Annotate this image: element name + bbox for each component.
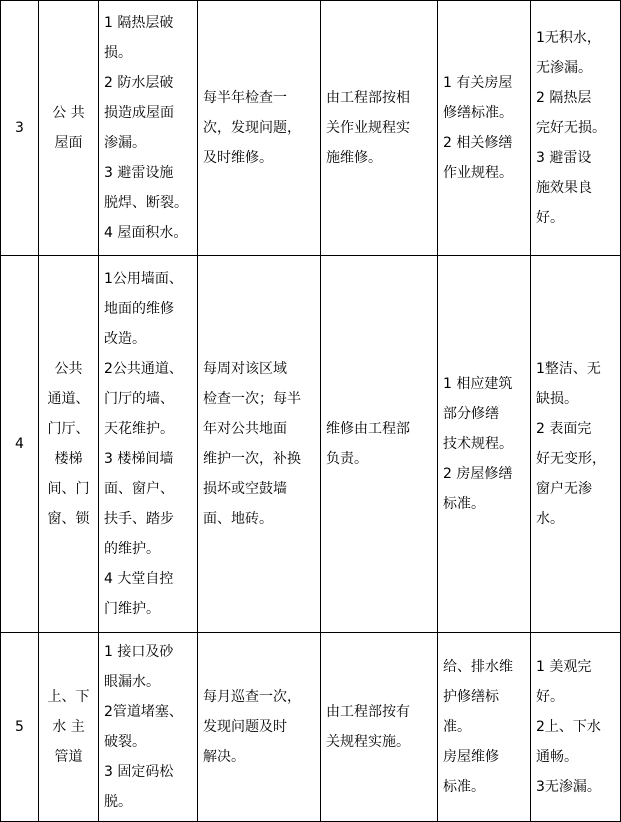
item-cell [39, 1, 99, 256]
cell-text-line: 作业规程。 [443, 165, 513, 181]
cell-text-line: 损坏或空鼓墙 [203, 481, 287, 497]
frequency-cell [198, 633, 321, 822]
cell-text-line: 水。 [536, 511, 564, 527]
effect-cell [531, 633, 621, 822]
cell-text-line: 1 有关房屋 [443, 75, 513, 91]
standard-cell [438, 256, 531, 633]
cell-text-line: 修缮标准。 [443, 105, 513, 121]
cell-text-line: 3 避雷设 [536, 150, 592, 166]
cell-text-line: 通畅。 [536, 749, 578, 765]
cell-text-line: 2 房屋修缮 [443, 466, 513, 482]
cell-text-line: 2 表面完 [536, 421, 592, 437]
cell-text-line: 1 美观完 [536, 659, 592, 675]
cell-text-line: 好无变形， [536, 451, 606, 467]
cell-text-line: 1 隔热层破 [104, 15, 174, 31]
row-number-cell [1, 633, 39, 822]
row-number-cell [1, 256, 39, 633]
responsibility-cell [321, 1, 438, 256]
cell-text-line: 面、地砖。 [203, 511, 273, 527]
cell-text-line: 天花维护。 [104, 421, 174, 437]
cell-text-line: 及时维修。 [203, 150, 273, 166]
cell-text-line: 完好无损。 [536, 120, 606, 136]
cell-text-line: 3无渗漏。 [536, 779, 601, 795]
cell-text-line: 无渗漏。 [536, 60, 592, 76]
cell-text-line: 施效果良 [536, 180, 592, 196]
table-row [1, 633, 621, 822]
standard-cell [438, 1, 531, 256]
cell-text-line: 2上、下水 [536, 719, 601, 735]
cell-text-line: 脱焊、断裂。 [104, 195, 188, 211]
cell-text-line: 1 相应建筑 [443, 376, 513, 392]
cell-text-line: 标准。 [443, 496, 485, 512]
cell-text-line: 门维护。 [104, 601, 160, 617]
item-cell [39, 256, 99, 633]
cell-text-line: 好。 [536, 210, 564, 226]
cell-text-line: 的维护。 [104, 541, 160, 557]
cell-text-line: 解决。 [203, 749, 245, 765]
cell-text-line: 标准。 [443, 779, 485, 795]
cell-text-line: 公 共 [52, 105, 85, 121]
cell-text-line: 损造成屋面 [104, 105, 174, 121]
cell-text-line: 检查一次；每半 [203, 391, 301, 407]
cell-text-line: 通道、 [47, 391, 90, 407]
cell-text-line: 窗、锁 [47, 511, 90, 527]
cell-text-line: 部分修缮 [443, 406, 499, 422]
cell-text-line: 由工程部按有 [326, 704, 410, 720]
cell-text-line: 维护一次，补换 [203, 451, 301, 467]
cell-text-line: 每月巡查一次， [203, 689, 301, 705]
frequency-cell [198, 1, 321, 256]
cell-text-line: 脱。 [104, 794, 132, 810]
cell-text-line: 间、门 [47, 481, 90, 497]
cell-text-line: 次，发现问题， [203, 120, 301, 136]
cell-text-line: 改造。 [104, 331, 146, 347]
cell-text-line: 给、排水维 [443, 659, 513, 675]
cell-text-line: 破裂。 [104, 734, 146, 750]
table-row [1, 256, 621, 633]
standard-cell [438, 633, 531, 822]
cell-text-line: 门厅的墙、 [104, 391, 174, 407]
cell-text: 3 [15, 120, 24, 136]
cell-text-line: 2 相关修缮 [443, 135, 513, 151]
cell-text-line: 2 防水层破 [104, 75, 174, 91]
cell-text-line: 发现问题及时 [203, 719, 287, 735]
cell-text-line: 损。 [104, 45, 132, 61]
cell-text-line: 1整洁、无 [536, 361, 601, 377]
cell-text-line: 渗漏。 [104, 135, 146, 151]
cell-text-line: 缺损。 [536, 391, 578, 407]
row-number-cell [1, 1, 39, 256]
item-cell [39, 633, 99, 822]
effect-cell [531, 1, 621, 256]
cell-text-line: 3 固定码松 [104, 764, 174, 780]
content-cell [99, 1, 198, 256]
cell-text-line: 维修由工程部 [326, 421, 410, 437]
cell-text-line: 水 主 [52, 719, 85, 735]
cell-text-line: 楼梯 [54, 451, 83, 467]
responsibility-cell [321, 256, 438, 633]
cell-text-line: 准。 [443, 719, 471, 735]
cell-text-line: 屋面 [54, 135, 83, 151]
effect-cell [531, 256, 621, 633]
cell-text-line: 房屋维修 [443, 749, 499, 765]
cell-text-line: 窗户无渗 [536, 481, 592, 497]
cell-text-line: 2公共通道、 [104, 361, 183, 377]
cell-text-line: 4 大堂自控 [104, 571, 174, 587]
cell-text: 4 [15, 436, 24, 452]
cell-text-line: 管道 [54, 749, 83, 765]
cell-text-line: 关规程实施。 [326, 734, 410, 750]
cell-text-line: 1公用墙面、 [104, 271, 183, 287]
cell-text-line: 2 隔热层 [536, 90, 592, 106]
table-row [1, 1, 621, 256]
content-cell [99, 633, 198, 822]
cell-text-line: 护修缮标 [443, 689, 499, 705]
cell-text-line: 每半年检查一 [203, 90, 287, 106]
cell-text-line: 4 屋面积水。 [104, 225, 188, 241]
cell-text-line: 好。 [536, 689, 564, 705]
cell-text-line: 门厅、 [47, 421, 90, 437]
cell-text-line: 施维修。 [326, 150, 382, 166]
content-cell [99, 256, 198, 633]
cell-text-line: 2管道堵塞、 [104, 704, 183, 720]
cell-text-line: 公共 [54, 361, 83, 377]
cell-text-line: 技术规程。 [443, 436, 513, 452]
cell-text-line: 每周对该区域 [203, 361, 287, 377]
cell-text-line: 3 避雷设施 [104, 165, 174, 181]
frequency-cell [198, 256, 321, 633]
cell-text-line: 关作业规程实 [326, 120, 410, 136]
cell-text-line: 负责。 [326, 451, 368, 467]
cell-text-line: 扶手、踏步 [104, 511, 174, 527]
cell-text-line: 地面的维修 [104, 301, 174, 317]
cell-text-line: 年对公共地面 [203, 421, 287, 437]
cell-text-line: 由工程部按相 [326, 90, 410, 106]
responsibility-cell [321, 633, 438, 822]
cell-text: 5 [15, 719, 24, 735]
cell-text-line: 上、下 [47, 689, 90, 705]
cell-text-line: 眼漏水。 [104, 674, 160, 690]
cell-text-line: 面、窗户、 [104, 481, 174, 497]
cell-text-line: 3 楼梯间墙 [104, 451, 174, 467]
cell-text-line: 1 接口及砂 [104, 644, 174, 660]
cell-text-line: 1无积水， [536, 30, 601, 46]
